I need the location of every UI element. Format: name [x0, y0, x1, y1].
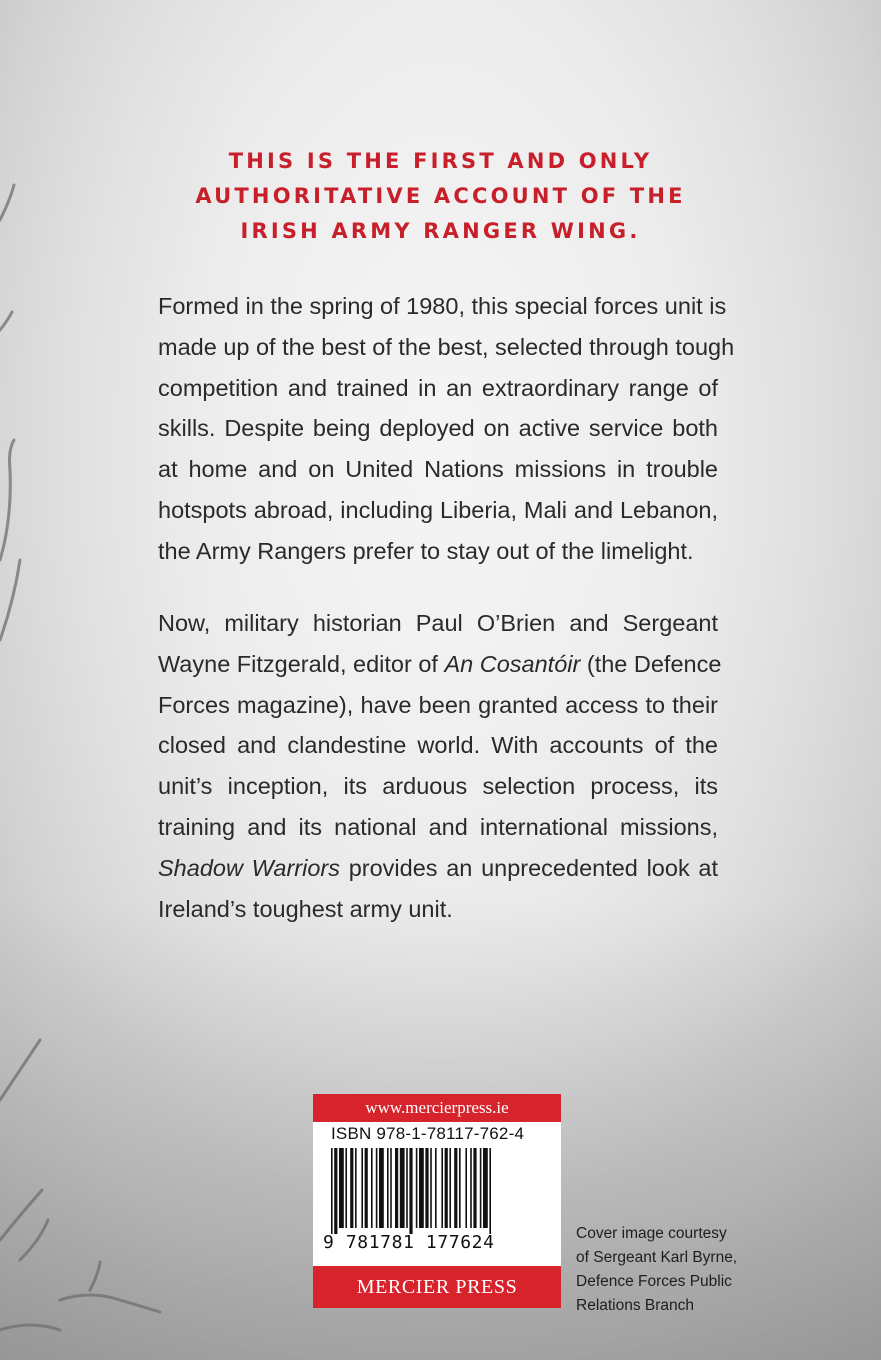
barcode-bar — [425, 1148, 428, 1228]
blurb-line: the Army Rangers prefer to stay out of the limelight. — [158, 537, 694, 564]
cover-credit — [576, 1222, 776, 1318]
blurb-line: Now, military historian Paul O’Brien and Sergeant — [158, 610, 718, 636]
magazine-title: An Cosantóir — [444, 650, 581, 677]
barcode-bar — [400, 1148, 405, 1228]
barcode-bar — [465, 1148, 467, 1228]
barcode-panel — [313, 1094, 561, 1308]
barcode-bar — [441, 1148, 443, 1228]
barcode-bar — [430, 1148, 432, 1228]
barcode-bar — [379, 1148, 384, 1228]
barcode-bar — [409, 1148, 412, 1234]
barcode-digits: 9 781781 177624 — [323, 1232, 495, 1253]
publisher-url: www.mercierpress.ie — [313, 1094, 561, 1122]
blurb-line: at home and on United Nations missions in trouble — [158, 456, 718, 483]
blurb-line: hotspots abroad, including Liberia, Mali and Lebanon, — [158, 496, 718, 523]
blurb-line: unit’s inception, its arduous selection process, its — [158, 773, 718, 800]
publisher-name: MERCIER PRESS — [313, 1266, 561, 1308]
blurb-line: made up of the best of the best, selected through tough — [158, 333, 735, 360]
barcode-bar — [345, 1148, 347, 1228]
barcode-bar — [371, 1148, 373, 1228]
credit-line: Cover image courtesy — [576, 1225, 727, 1242]
headline-line: AUTHORITATIVE ACCOUNT OF THE — [195, 184, 686, 208]
barcode-bar — [473, 1148, 476, 1228]
blurb-line: competition and trained in an extraordinary range of — [158, 374, 718, 401]
barcode-bar — [449, 1148, 451, 1228]
barcode-bar — [454, 1148, 457, 1228]
barcode-bar — [459, 1148, 461, 1228]
barcode-bar — [365, 1148, 368, 1228]
barcode-bar — [406, 1148, 408, 1228]
blurb-line: closed and clandestine world. With accounts of the — [158, 732, 718, 759]
barcode-bar — [419, 1148, 424, 1228]
barcode-bar — [435, 1148, 437, 1228]
barcode-bar — [331, 1148, 333, 1234]
blurb-text: (the Defence — [580, 650, 722, 677]
blurb-paragraph-1 — [158, 286, 735, 572]
barcode-bar — [390, 1148, 392, 1228]
credit-line: Relations Branch — [576, 1297, 695, 1314]
barcode-bar — [483, 1148, 488, 1228]
credit-line: of Sergeant Karl Byrne, — [576, 1249, 738, 1266]
barcode-bar — [489, 1148, 491, 1234]
book-title: Shadow Warriors — [158, 854, 340, 881]
barcode-bar — [387, 1148, 389, 1228]
barcode-bar — [361, 1148, 363, 1228]
barcode-bar — [334, 1148, 337, 1234]
barcode-bar — [350, 1148, 353, 1228]
isbn-label: ISBN 978-1-78117-762-4 — [331, 1124, 525, 1143]
blurb-text: Wayne Fitzgerald, editor of — [158, 650, 445, 677]
barcode-bar — [376, 1148, 378, 1228]
barcode-bar — [480, 1148, 482, 1228]
headline-line: IRISH ARMY RANGER WING. — [240, 219, 641, 243]
barcode-bar — [395, 1148, 398, 1228]
headline-line: THIS IS THE FIRST AND ONLY — [228, 149, 653, 173]
blurb-line: training and its national and international missions, — [158, 813, 718, 840]
blurb-line: skills. Despite being deployed on active service both — [158, 415, 718, 442]
blurb-text: provides an unprecedented look at — [339, 854, 719, 881]
blurb-line: Ireland’s toughest army unit. — [158, 895, 453, 922]
blurb-line — [158, 848, 718, 889]
barcode-bar — [355, 1148, 357, 1228]
blurb-line — [158, 644, 722, 685]
barcode-bar — [445, 1148, 448, 1228]
blurb-paragraph-2 — [158, 603, 722, 929]
headline — [150, 144, 731, 249]
blurb-line: Formed in the spring of 1980, this special forces unit is — [158, 293, 727, 319]
barcode-bar — [416, 1148, 418, 1228]
credit-line: Defence Forces Public — [576, 1273, 732, 1290]
blurb-line: Forces magazine), have been granted access to their — [158, 691, 718, 718]
barcode-bar — [470, 1148, 472, 1228]
barcode-bars — [331, 1148, 545, 1234]
barcode-bar — [339, 1148, 344, 1228]
